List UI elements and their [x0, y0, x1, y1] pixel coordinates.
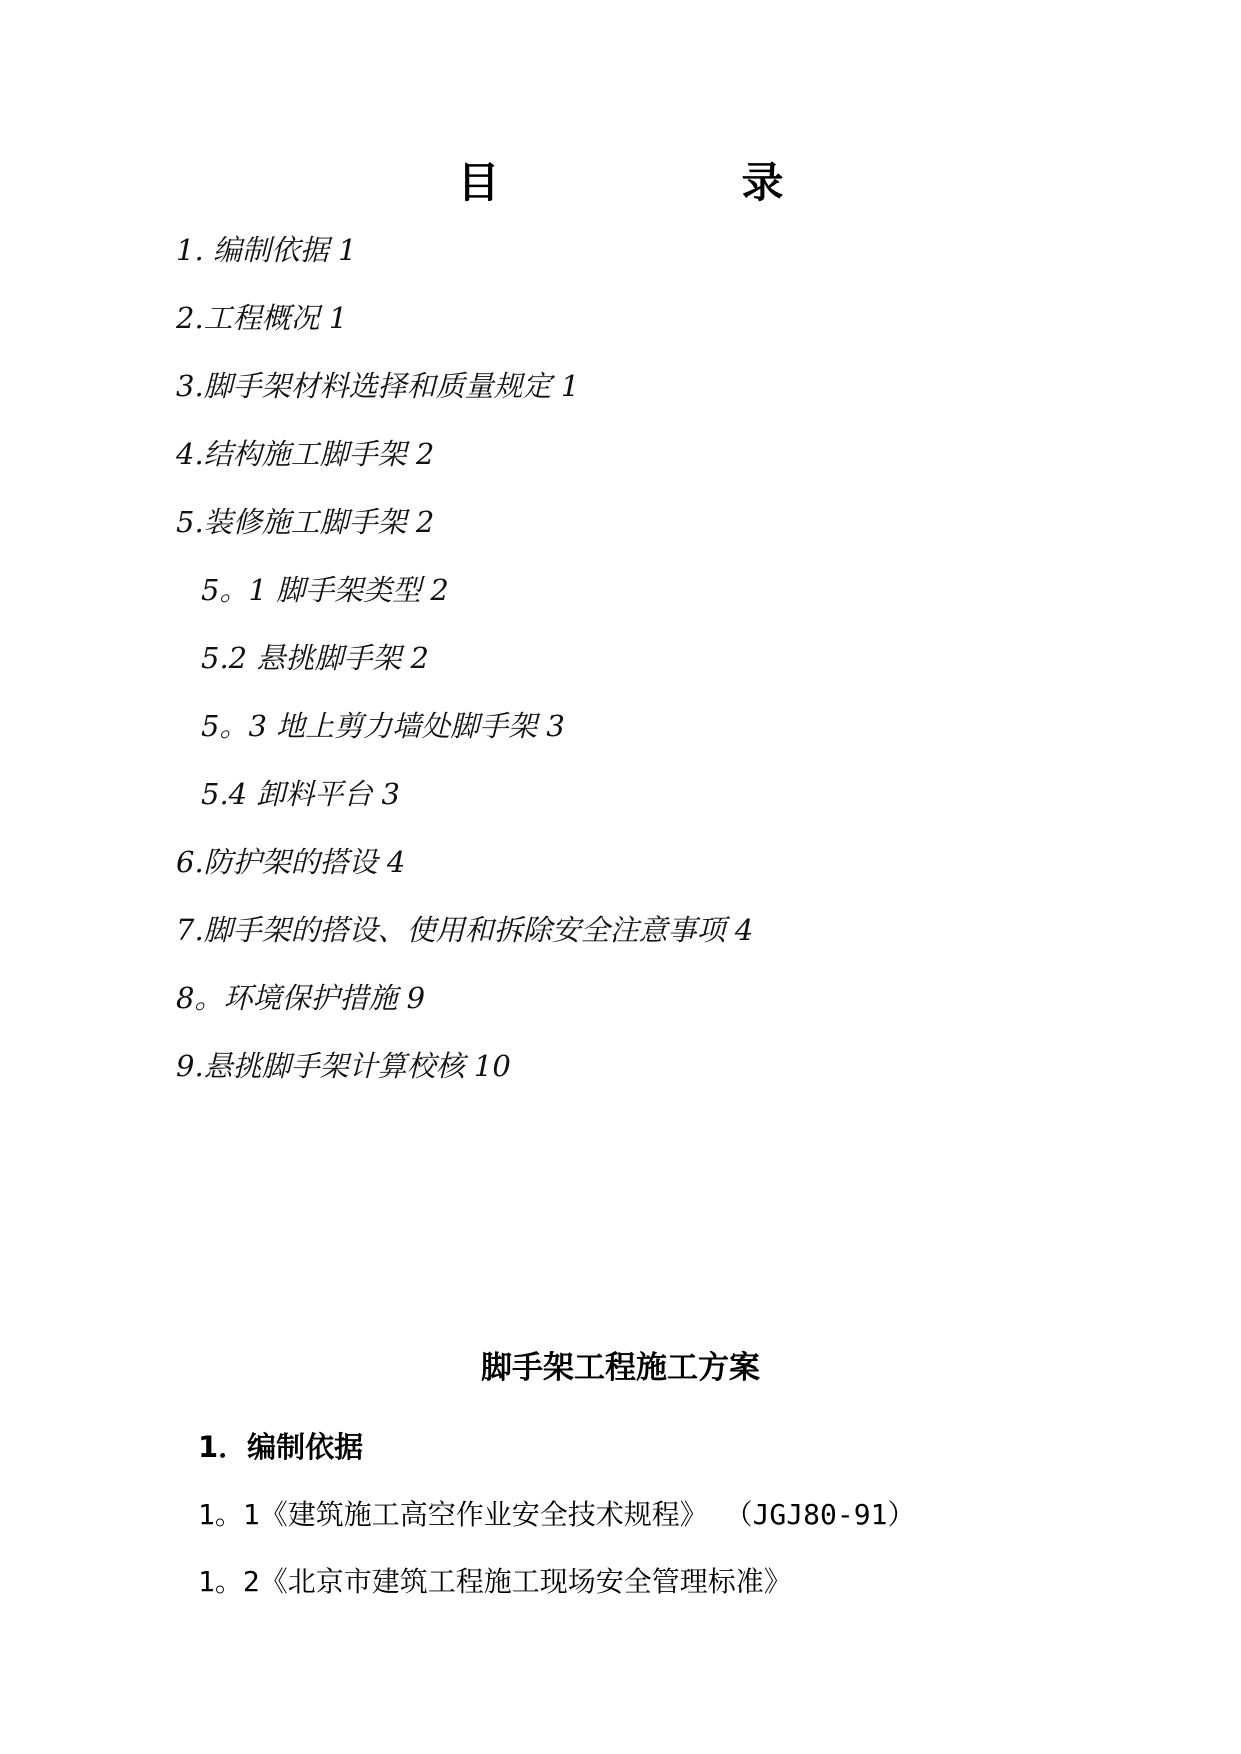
- toc-entry[interactable]: 9.悬挑脚手架计算校核 10: [176, 1049, 511, 1083]
- toc-subentry[interactable]: 5.4 卸料平台 3: [201, 777, 401, 811]
- toc-entry[interactable]: 7.脚手架的搭设、使用和拆除安全注意事项 4: [176, 913, 754, 947]
- toc-subentry[interactable]: 5.2 悬挑脚手架 2: [201, 641, 430, 675]
- toc-entry[interactable]: 1. 编制依据 1: [176, 233, 357, 267]
- toc-entry[interactable]: 3.脚手架材料选择和质量规定 1: [176, 369, 580, 403]
- body-paragraph: 1。1《建筑施工高空作业安全技术规程》 （JGJ80-91）: [198, 1498, 916, 1531]
- section-heading: 1．编制依据: [198, 1430, 364, 1464]
- body-paragraph: 1。2《北京市建筑工程施工现场安全管理标准》: [198, 1565, 792, 1598]
- document-title: 脚手架工程施工方案: [481, 1350, 760, 1386]
- toc-title: 目 录: [457, 158, 884, 207]
- toc-entry[interactable]: 8。环境保护措施 9: [176, 981, 426, 1015]
- table-of-contents: [176, 230, 753, 1114]
- toc-entry[interactable]: 2.工程概况 1: [176, 301, 348, 335]
- toc-subentry[interactable]: 5。3 地上剪力墙处脚手架 3: [201, 709, 565, 743]
- toc-subentry[interactable]: 5。1 脚手架类型 2: [201, 573, 449, 607]
- toc-entry[interactable]: 4.结构施工脚手架 2: [176, 437, 435, 471]
- toc-entry[interactable]: 6.防护架的搭设 4: [176, 845, 406, 879]
- toc-entry[interactable]: 5.装修施工脚手架 2: [176, 505, 435, 539]
